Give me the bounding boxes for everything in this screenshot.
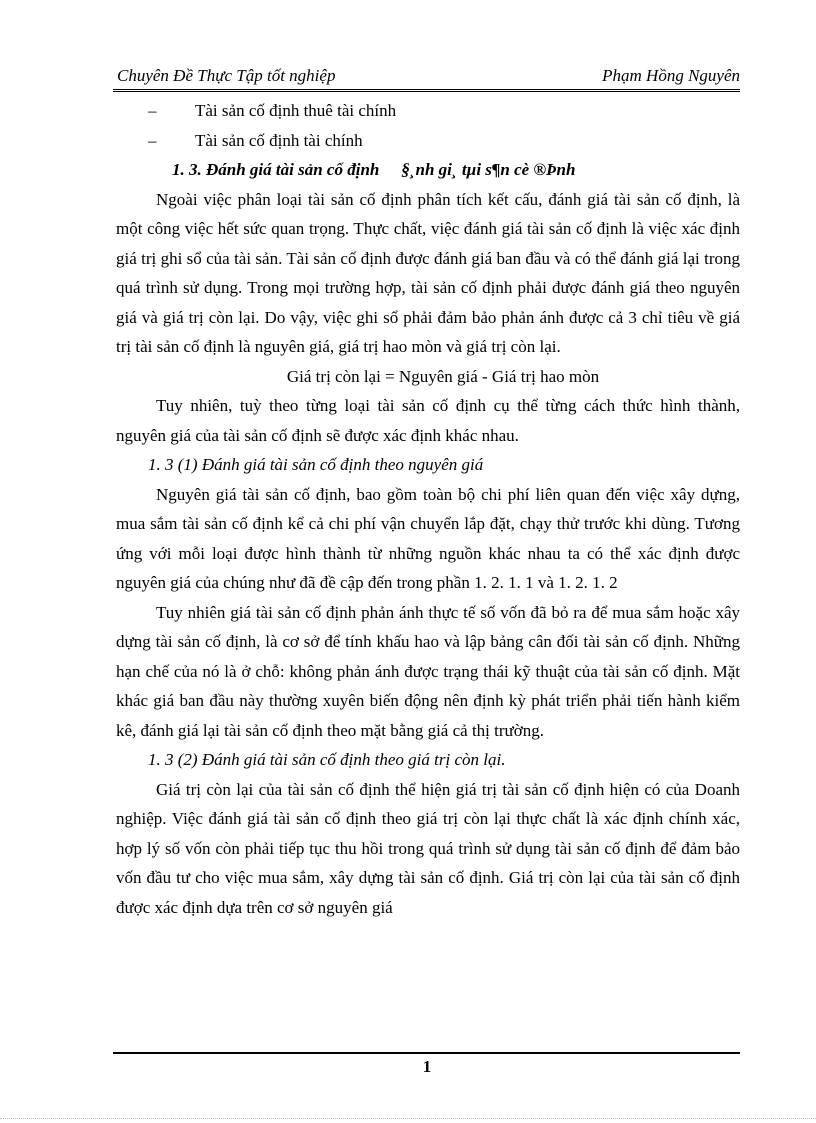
- paragraph: Nguyên giá tài sản cố định, bao gồm toàn bộ chi phí liên quan đến việc xây dựng, mua sắm tài sản cố định kể cả chi phí vận chuyển lắp đặt, chạy thử trước khi dùng. Tương ứng với mỗi loại được hình thành từ những nguồn khác nhau ta có thể xác định được nguyên giá của chúng như đã đề cập đến trong phần 1. 2. 1. 1 và 1. 2. 1. 2: [116, 484, 740, 592]
- paragraph: Tuy nhiên giá tài sản cố định phản ánh thực tế số vốn đã bỏ ra để mua sắm hoặc xây dựng tài sản cố định, là cơ sở để tính khấu hao và lập bảng cân đối tài sản cố định. Những hạn chế của nó là ở chỗ: không phản ánh được trạng thái kỹ thuật của tài sản cố định. Mặt khác giá ban đầu này thường xuyên biến động nên định kỳ phát triển phải tiến hành kiểm kê, đánh giá lại tài sản cố định theo mặt bằng giá cả thị trường.: [116, 602, 740, 740]
- list-item-text: Tài sản cố định thuê tài chính: [195, 101, 397, 120]
- subsection-heading: 1. 3 (2) Đánh giá tài sản cố định theo giá trị còn lại.: [148, 750, 506, 769]
- page-header: [113, 64, 740, 90]
- header-title: Chuyên Đề Thực Tập tốt nghiệp: [117, 66, 336, 85]
- subsection-heading: 1. 3 (1) Đánh giá tài sản cố định theo nguyên giá: [148, 455, 484, 474]
- page-body: [116, 96, 740, 922]
- list-item: [116, 126, 740, 156]
- footer-rule: [113, 1052, 740, 1054]
- page-number: 1: [422, 1057, 432, 1076]
- paragraph: Tuy nhiên, tuỳ theo từng loại tài sản cố định cụ thể từng cách thức hình thành, nguyên giá của tài sản cố định sẽ được xác định khác nhau.: [116, 396, 740, 445]
- section-heading: [116, 155, 740, 185]
- list-item: [116, 96, 740, 126]
- dash-marker: –: [148, 130, 157, 150]
- list-item-text: Tài sản cố định tài chính: [195, 130, 363, 150]
- page-edge-divider: [0, 1118, 816, 1119]
- paragraph: Ngoài việc phân loại tài sản cố định phân tích kết cấu, đánh giá tài sản cố định, là một công việc hết sức quan trọng. Thực chất, việc đánh giá tài sản cố định là việc xác định giá trị ghi sổ của tài sản. Tài sản cố định được đánh giá ban đầu và có thể đánh giá lại trong quá trình sử dụng. Trong mọi trường hợp, tài sản cố định phải được đánh giá theo nguyên giá và giá trị còn lại. Do vậy, việc ghi sổ phải đảm bảo phản ánh được cả 3 chỉ tiêu về giá trị tài sản cố định là nguyên giá, giá trị hao mòn và giá trị còn lại.: [116, 189, 740, 356]
- formula: Giá trị còn lại = Nguyên giá - Giá trị hao mòn: [286, 366, 600, 386]
- paragraph: Giá trị còn lại của tài sản cố định thể hiện giá trị tài sản cố định hiện có của Doanh nghiệp. Việc đánh giá tài sản cố định theo giá trị còn lại thực chất là xác định chính xác, hợp lý số vốn còn phải tiếp tục thu hồi trong quá trình sử dụng tài sản cố định để đảm bảo vốn đầu tư cho việc mua sắm, xây dựng tài sản cố định. Giá trị còn lại của tài sản cố định được xác định dựa trên cơ sở nguyên giá: [116, 779, 740, 917]
- dash-marker: –: [148, 101, 157, 120]
- section-heading-garbled: §¸nh gi¸ tµi s¶n cè ®Þnh: [401, 160, 576, 179]
- header-rule: [113, 89, 740, 92]
- header-author: Phạm Hồng Nguyên: [602, 66, 740, 85]
- section-heading-text: 1. 3. Đánh giá tài sản cố định: [172, 160, 380, 179]
